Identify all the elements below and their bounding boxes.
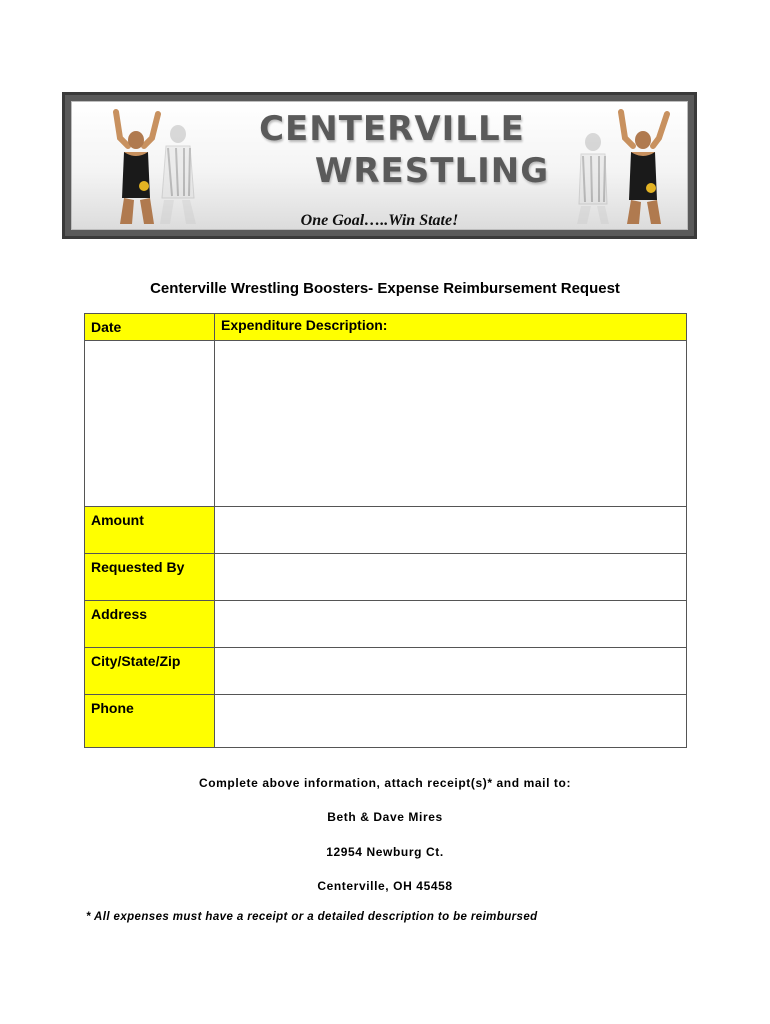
description-row [85,341,687,507]
description-label: Expenditure Description: [215,314,687,341]
description-field[interactable] [215,341,687,507]
phone-label: Phone [85,695,215,748]
mail-city-address: Centerville, OH 45458 [317,879,453,893]
amount-row [85,507,687,554]
mail-instructions: Complete above information, attach receipt(s)* and mail to: [198,776,572,790]
wrestler-left-image [94,108,214,226]
banner-title [212,109,572,191]
amount-label: Amount [85,507,215,554]
form-title: Centerville Wrestling Boosters- Expense Reimbursement Request [150,280,620,297]
receipt-footnote: * All expenses must have a receipt or a detailed description to be reimbursed [86,911,538,923]
form-header-row [85,314,687,341]
phone-row [85,695,687,748]
city-state-zip-label: City/State/Zip [85,648,215,695]
city-state-zip-field[interactable] [215,648,687,695]
requested-by-label: Requested By [85,554,215,601]
requested-by-field[interactable] [215,554,687,601]
date-field[interactable] [85,341,215,507]
header-banner [62,92,697,239]
phone-field[interactable] [215,695,687,748]
address-label: Address [85,601,215,648]
amount-field[interactable] [215,507,687,554]
address-row [85,601,687,648]
city-state-zip-row [85,648,687,695]
mail-recipient-name: Beth & Dave Mires [327,810,443,824]
requested-by-row [85,554,687,601]
banner-tagline: One Goal…..Win State! [300,212,459,229]
banner-title-line1: CENTERVILLE [259,109,525,149]
address-field[interactable] [215,601,687,648]
banner-title-line2: WRESTLING [314,151,550,191]
wrestler-right-image [559,108,679,226]
mail-street-address: 12954 Newburg Ct. [326,845,444,859]
expense-form-table [84,313,687,748]
date-label: Date [85,314,215,341]
banner-panel [71,101,688,230]
